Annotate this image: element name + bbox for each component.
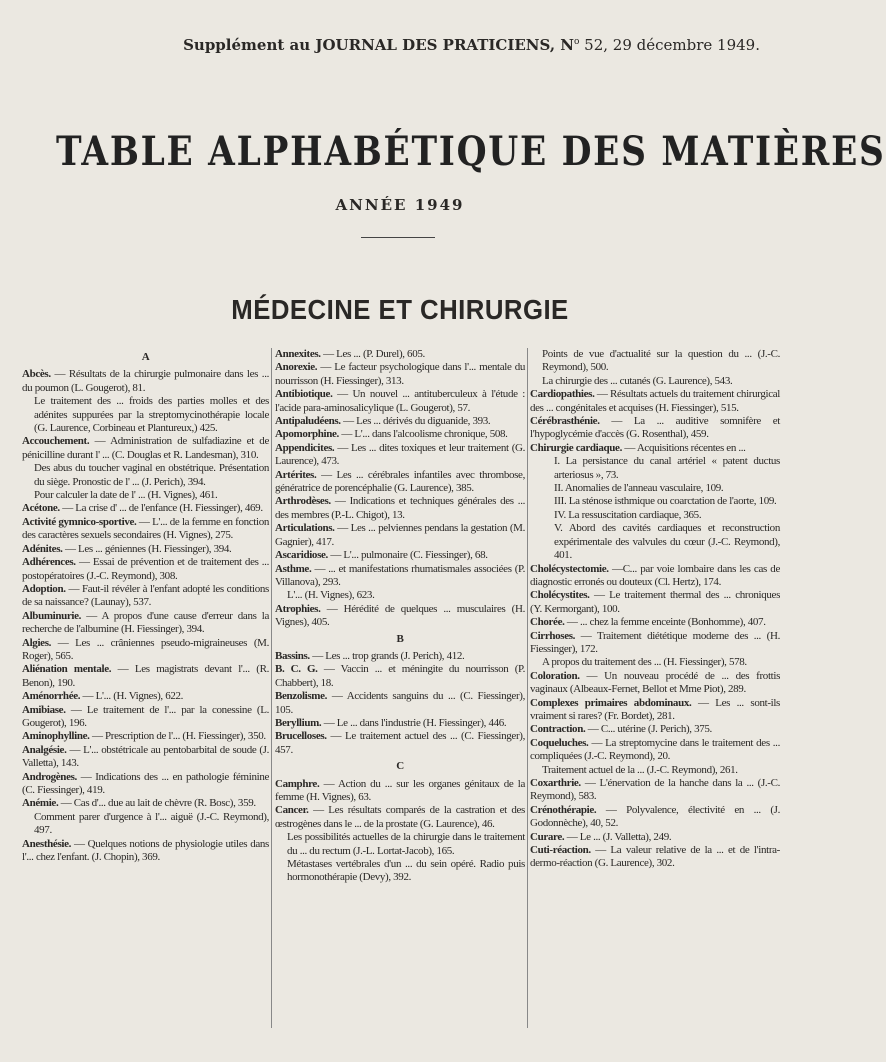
index-entry <box>275 348 525 361</box>
supplement-text: Supplément au JOURNAL DES PRATICIENS, N <box>183 36 574 54</box>
entry-text: La chirurgie des ... cutanés (G. Laurence), 543. <box>542 374 733 387</box>
column-divider-2 <box>527 348 528 1028</box>
entry-keyword: Annexites. <box>275 348 321 360</box>
entry-keyword: B. C. G. <box>275 663 318 676</box>
index-entry <box>22 583 269 610</box>
entry-keyword: Coxarthrie. <box>530 777 581 789</box>
index-entry <box>530 563 780 590</box>
entry-keyword: Atrophies. <box>275 602 321 615</box>
index-column-1 <box>22 348 269 1038</box>
entry-text: — Les résultats comparés de la castration et des œstrogènes dans le ... de la prostate (G. Laurence), 46. <box>275 804 525 830</box>
index-subentry <box>22 395 269 435</box>
entry-text: Métastases vertébrales d'un ... du sein opéré. Radio puis hormonothérapie (Devy), 392. <box>287 858 525 884</box>
entry-text: — L'... pulmonaire (C. Fiessinger), 68. <box>327 549 488 562</box>
entry-keyword: Androgènes. <box>22 770 77 783</box>
entry-text: Comment parer d'urgence à l'... aiguë (J.-C. Reymond), 497. <box>34 810 269 837</box>
index-subentry <box>530 509 780 522</box>
index-entry <box>22 637 269 664</box>
index-column-3 <box>530 348 780 1038</box>
entry-text: — Résultats actuels du traitement chirurgical des ... congénitales et acquises (H. Fiessinger), 515. <box>530 388 780 414</box>
entry-text: — Les ... dites toxiques et leur traitement (G. Laurence), 473. <box>275 441 525 468</box>
section-title: MÉDECINE ET CHIRURGIE <box>231 294 569 325</box>
entry-keyword: Cérébrasthénie. <box>530 415 600 428</box>
entry-keyword: Albuminurie. <box>22 609 82 622</box>
index-entry <box>22 690 269 703</box>
index-subentry <box>530 375 780 388</box>
index-subentry <box>22 462 269 489</box>
entry-keyword: Adhérences. <box>22 556 76 569</box>
index-subentry <box>530 455 780 482</box>
column-divider-1 <box>271 348 272 1028</box>
index-subentry <box>530 495 780 508</box>
entry-keyword: Chorée. <box>530 616 565 629</box>
index-entry <box>275 442 525 469</box>
index-entry <box>22 556 269 583</box>
entry-text: — L'... (H. Vignes), 622. <box>80 690 184 703</box>
entry-keyword: Abcès. <box>22 368 51 381</box>
index-entry <box>275 663 525 690</box>
entry-text: — Acquisitions récentes en ... <box>622 441 746 454</box>
entry-text: Des abus du toucher vaginal en obstétrique. Présentation du siège. Pronostic de l' ... (J. Perich), 394. <box>34 462 269 488</box>
entry-keyword: Acétone. <box>22 502 60 515</box>
entry-keyword: Chirurgie cardiaque. <box>530 441 622 454</box>
index-entry <box>22 516 269 543</box>
entry-text: —C... par voie lombaire dans les cas de diagnostic erronés ou douteux (Cl. Hertz), 174. <box>530 562 780 588</box>
entry-text: A propos du traitement des ... (H. Fiessinger), 578. <box>542 656 747 669</box>
index-entry <box>22 744 269 771</box>
index-subentry <box>530 348 780 375</box>
index-entry <box>275 804 525 831</box>
index-subentry <box>275 831 525 858</box>
entry-text: — La crise d' ... de l'enfance (H. Fiessinger), 469. <box>59 502 263 515</box>
entry-text: — La streptomycine dans le traitement des ... compliquées (J.-C. Reymond), 20. <box>530 736 780 763</box>
title-divider <box>361 237 435 238</box>
index-entry <box>275 603 525 630</box>
entry-keyword: Adénites. <box>22 542 63 555</box>
index-subentry <box>530 522 780 562</box>
entry-keyword: Algies. <box>22 636 52 649</box>
journal-supplement-line <box>0 36 760 54</box>
entry-keyword: Crénothérapie. <box>530 803 597 816</box>
entry-text: — Cas d'... due au lait de chèvre (R. Bosc), 359. <box>58 797 256 810</box>
entry-text: — ... chez la femme enceinte (Bonhomme), 407. <box>564 616 766 629</box>
entry-text: — Les magistrats devant l'... (R. Benon), 190. <box>22 663 269 689</box>
entry-text: — Accidents sanguins du ... (C. Fiessinger), 105. <box>275 690 525 716</box>
entry-keyword: Brucelloses. <box>275 730 327 743</box>
entry-text: — Les ... (P. Durel), 605. <box>320 348 425 360</box>
entry-text: — L'énervation de la hanche dans la ... (J.-C. Reymond), 583. <box>530 777 780 803</box>
index-entry <box>530 616 780 629</box>
entry-text: — Faut-il révéler à l'enfant adopté les conditions de sa naissance? (Launay), 537. <box>22 582 269 609</box>
index-entry <box>22 610 269 637</box>
entry-text: — Traitement diététique moderne des ... (H. Fiessinger), 172. <box>530 629 780 655</box>
entry-text: V. Abord des cavités cardiaques et reconstruction expérimentale des valvules du cœur (J.-C. Reymond), 401. <box>554 522 780 562</box>
index-entry <box>530 831 780 844</box>
index-subentry <box>275 858 525 885</box>
entry-text: — Indications et techniques générales des ... des membres (P.-L. Chigot), 13. <box>275 495 525 521</box>
entry-text: — Vaccin ... et méningite du nourrisson (P. Chabbert), 18. <box>275 663 525 689</box>
index-subentry <box>275 589 525 602</box>
entry-text: — Les ... sont-ils vraiment si rares? (Fr. Bordet), 281. <box>530 696 780 722</box>
entry-keyword: Anémie. <box>22 797 59 810</box>
entry-keyword: Analgésie. <box>22 743 67 756</box>
year-heading: ANNÉE 1949 <box>335 196 465 214</box>
index-entry <box>22 704 269 731</box>
index-entry <box>275 361 525 388</box>
entry-keyword: Complexes primaires abdominaux. <box>530 696 692 709</box>
entry-keyword: Amibiase. <box>22 703 66 716</box>
entry-keyword: Curare. <box>530 830 565 843</box>
entry-text: — Hérédité de quelques ... musculaires (H. Vignes), 405. <box>275 602 525 629</box>
index-entry <box>530 442 780 455</box>
entry-keyword: Cancer. <box>275 804 309 817</box>
entry-text: — Les ... trop grands (J. Perich), 412. <box>309 649 465 662</box>
index-entry <box>530 589 780 616</box>
entry-text: — Le facteur psychologique dans l'... mentale du nourrisson (H. Fiessinger), 313. <box>275 361 525 387</box>
index-entry <box>275 778 525 805</box>
entry-text: — Administration de sulfadiazine et de pénicilline durant l' ... (C. Douglas et R. Landesman), 310. <box>22 435 269 461</box>
index-subentry <box>530 656 780 669</box>
entry-keyword: Anesthésie. <box>22 837 72 850</box>
index-entry <box>530 415 780 442</box>
entry-keyword: Articulations. <box>275 522 335 535</box>
index-entry <box>530 737 780 764</box>
entry-text: — Le traitement de l'... par la conessine (L. Gougerot), 196. <box>22 703 269 729</box>
entry-text: — Quelques notions de physiologie utiles dans l'... chez l'enfant. (J. Chopin), 369. <box>22 837 269 864</box>
index-entry <box>530 388 780 415</box>
entry-keyword: Asthme. <box>275 562 312 575</box>
entry-keyword: Activité gymnico-sportive. <box>22 515 137 528</box>
entry-text: — Prescription de l'... (H. Fiessinger), 350. <box>89 730 266 743</box>
index-entry <box>275 388 525 415</box>
issue-date: 52, 29 décembre 1949. <box>579 36 760 54</box>
entry-text: — Les ... dérivés du diguanide, 393. <box>340 415 491 428</box>
index-entry <box>22 663 269 690</box>
entry-keyword: Cholécystites. <box>530 589 590 602</box>
index-entry <box>530 723 780 736</box>
entry-text: — Le traitement actuel des ... (C. Fiessinger), 457. <box>275 730 525 756</box>
entry-text: — C... utérine (J. Perich), 375. <box>585 723 712 736</box>
page-title: TABLE ALPHABÉTIQUE DES MATIÈRES <box>56 128 886 175</box>
entry-text: Traitement actuel de la ... (J.-C. Reymond), 261. <box>542 763 738 776</box>
entry-keyword: Aliénation mentale. <box>22 663 112 676</box>
index-entry <box>275 415 525 428</box>
index-entry <box>275 549 525 562</box>
entry-text: — Indications des ... en pathologie féminine (C. Fiessinger), 419. <box>22 770 269 796</box>
entry-text: — Les ... cérébrales infantiles avec thrombose, génératrice de porencéphalie (G. Laurence), 385. <box>275 468 525 495</box>
index-entry <box>275 469 525 496</box>
entry-keyword: Antibiotique. <box>275 388 333 401</box>
entry-keyword: Coloration. <box>530 669 580 682</box>
entry-text: Points de vue d'actualité sur la question du ... (J.-C. Reymond), 500. <box>542 348 780 374</box>
entry-keyword: Bassins. <box>275 649 310 662</box>
index-subentry <box>530 764 780 777</box>
entry-keyword: Aménorrhée. <box>22 690 81 703</box>
index-entry <box>530 777 780 804</box>
entry-text: IV. La ressuscitation cardiaque, 365. <box>554 508 702 521</box>
entry-keyword: Cirrhoses. <box>530 629 576 642</box>
entry-text: — Essai de prévention et de traitement des ... postopératoires (J.-C. Reymond), 308. <box>22 556 269 582</box>
entry-text: L'... (H. Vignes), 623. <box>287 589 375 602</box>
index-entry <box>22 435 269 462</box>
entry-keyword: Aminophylline. <box>22 730 90 743</box>
index-entry <box>22 771 269 798</box>
index-entry <box>275 428 525 441</box>
entry-keyword: Coqueluches. <box>530 736 589 749</box>
index-entry <box>275 522 525 549</box>
entry-keyword: Adoption. <box>22 582 66 595</box>
entry-keyword: Accouchement. <box>22 435 90 448</box>
entry-keyword: Antipaludéens. <box>275 415 341 428</box>
entry-text: — A propos d'une cause d'erreur dans la recherche de l'albumine (H. Fiessinger), 394. <box>22 609 269 636</box>
entry-text: — Les ... pelviennes pendans la gestation (M. Gagnier), 417. <box>275 522 525 548</box>
entry-keyword: Contraction. <box>530 723 586 736</box>
entry-keyword: Arthrodèses. <box>275 495 331 508</box>
index-entry <box>22 502 269 515</box>
entry-text: II. Anomalies de l'anneau vasculaire, 109. <box>554 482 724 495</box>
entry-keyword: Cuti-réaction. <box>530 844 591 857</box>
entry-text: — Action du ... sur les organes génitaux de la femme (H. Vignes), 63. <box>275 777 525 803</box>
entry-keyword: Camphre. <box>275 777 320 790</box>
letter-heading: A <box>141 351 150 363</box>
entry-text: — Résultats de la chirurgie pulmonaire dans les ... du poumon (L. Gougerot), 81. <box>22 368 269 394</box>
entry-text: I. La persistance du canal artériel « patent ductus arteriosus », 73. <box>554 455 780 481</box>
index-entry <box>22 543 269 556</box>
entry-keyword: Artérites. <box>275 468 317 481</box>
entry-text: III. La sténose isthmique ou coarctation de l'aorte, 109. <box>554 495 777 508</box>
index-entry <box>22 730 269 743</box>
entry-keyword: Beryllium. <box>275 716 322 729</box>
entry-keyword: Cholécystectomie. <box>530 562 609 575</box>
index-entry <box>530 670 780 697</box>
entry-text: — Un nouveau procédé de ... des frottis vaginaux (Albeaux-Fernet, Bellot et Mme Piot), 289. <box>530 669 780 696</box>
entry-text: — Le ... (J. Valletta), 249. <box>564 830 672 843</box>
index-entry <box>22 838 269 865</box>
entry-text: — La valeur relative de la ... et de l'intra-dermo-réaction (G. Laurence), 302. <box>530 844 780 870</box>
entry-keyword: Cardiopathies. <box>530 388 595 401</box>
entry-text: — L'... obstétricale au pentobarbital de soude (J. Valletta), 143. <box>22 743 269 770</box>
entry-text: — Polyvalence, électivité en ... (J. Godonnèche), 40, 52. <box>530 803 780 830</box>
issue-no-superscript: o <box>573 37 580 47</box>
entry-text: — L'... dans l'alcoolisme chronique, 508. <box>338 428 508 441</box>
entry-text: — Un nouvel ... antituberculeux à l'étude : l'acide para-aminosalicylique (L. Gougerot), 57. <box>275 388 525 414</box>
entry-text: Pour calculer la date de l' ... (H. Vignes), 461. <box>34 489 218 502</box>
index-entry <box>22 797 269 810</box>
entry-text: Le traitement des ... froids des parties molles et des adénites suppurées par la streptomycinothérapie locale (G. Laurence, Corbineau et Plantureux,) 425. <box>34 395 269 435</box>
index-subentry <box>22 489 269 502</box>
entry-text: — ... et manifestations rhumatismales associées (P. Villanova), 293. <box>275 562 525 588</box>
index-entry <box>530 844 780 871</box>
index-entry <box>275 730 525 757</box>
index-entry <box>275 717 525 730</box>
index-entry <box>275 650 525 663</box>
entry-keyword: Ascaridiose. <box>275 549 328 562</box>
index-column-2 <box>275 348 525 1038</box>
index-subentry <box>530 482 780 495</box>
index-entry <box>530 630 780 657</box>
entry-text: — L'... de la femme en fonction des caractères sexuels secondaires (H. Vignes), 275. <box>22 515 270 542</box>
entry-text: Les possibilités actuelles de la chirurgie dans le traitement du ... du rectum (J.-L. Lortat-Jacob), 165. <box>287 831 525 857</box>
index-subentry <box>22 811 269 838</box>
index-entry <box>22 368 269 395</box>
index-entry <box>275 495 525 522</box>
entry-text: — La ... auditive somnifère et l'hypoglycémie d'accès (G. Rosenthal), 459. <box>530 415 780 441</box>
entry-keyword: Benzolisme. <box>275 690 328 703</box>
entry-keyword: Apomorphine. <box>275 428 339 441</box>
entry-text: — Le traitement thermal des ... chroniques (Y. Kermorgant), 100. <box>530 589 780 615</box>
index-entry <box>275 563 525 590</box>
entry-text: — Le ... dans l'industrie (H. Fiessinger), 446. <box>321 716 507 729</box>
index-entry <box>530 804 780 831</box>
entry-text: — Les ... géniennes (H. Fiessinger), 394. <box>62 542 232 555</box>
index-entry <box>530 697 780 724</box>
entry-keyword: Anorexie. <box>275 361 318 374</box>
index-entry <box>275 690 525 717</box>
letter-heading: B <box>396 632 404 645</box>
letter-heading: C <box>396 760 404 773</box>
entry-text: — Les ... crâniennes pseudo-migraineuses (M. Roger), 565. <box>22 636 269 662</box>
entry-keyword: Appendicites. <box>275 441 335 454</box>
